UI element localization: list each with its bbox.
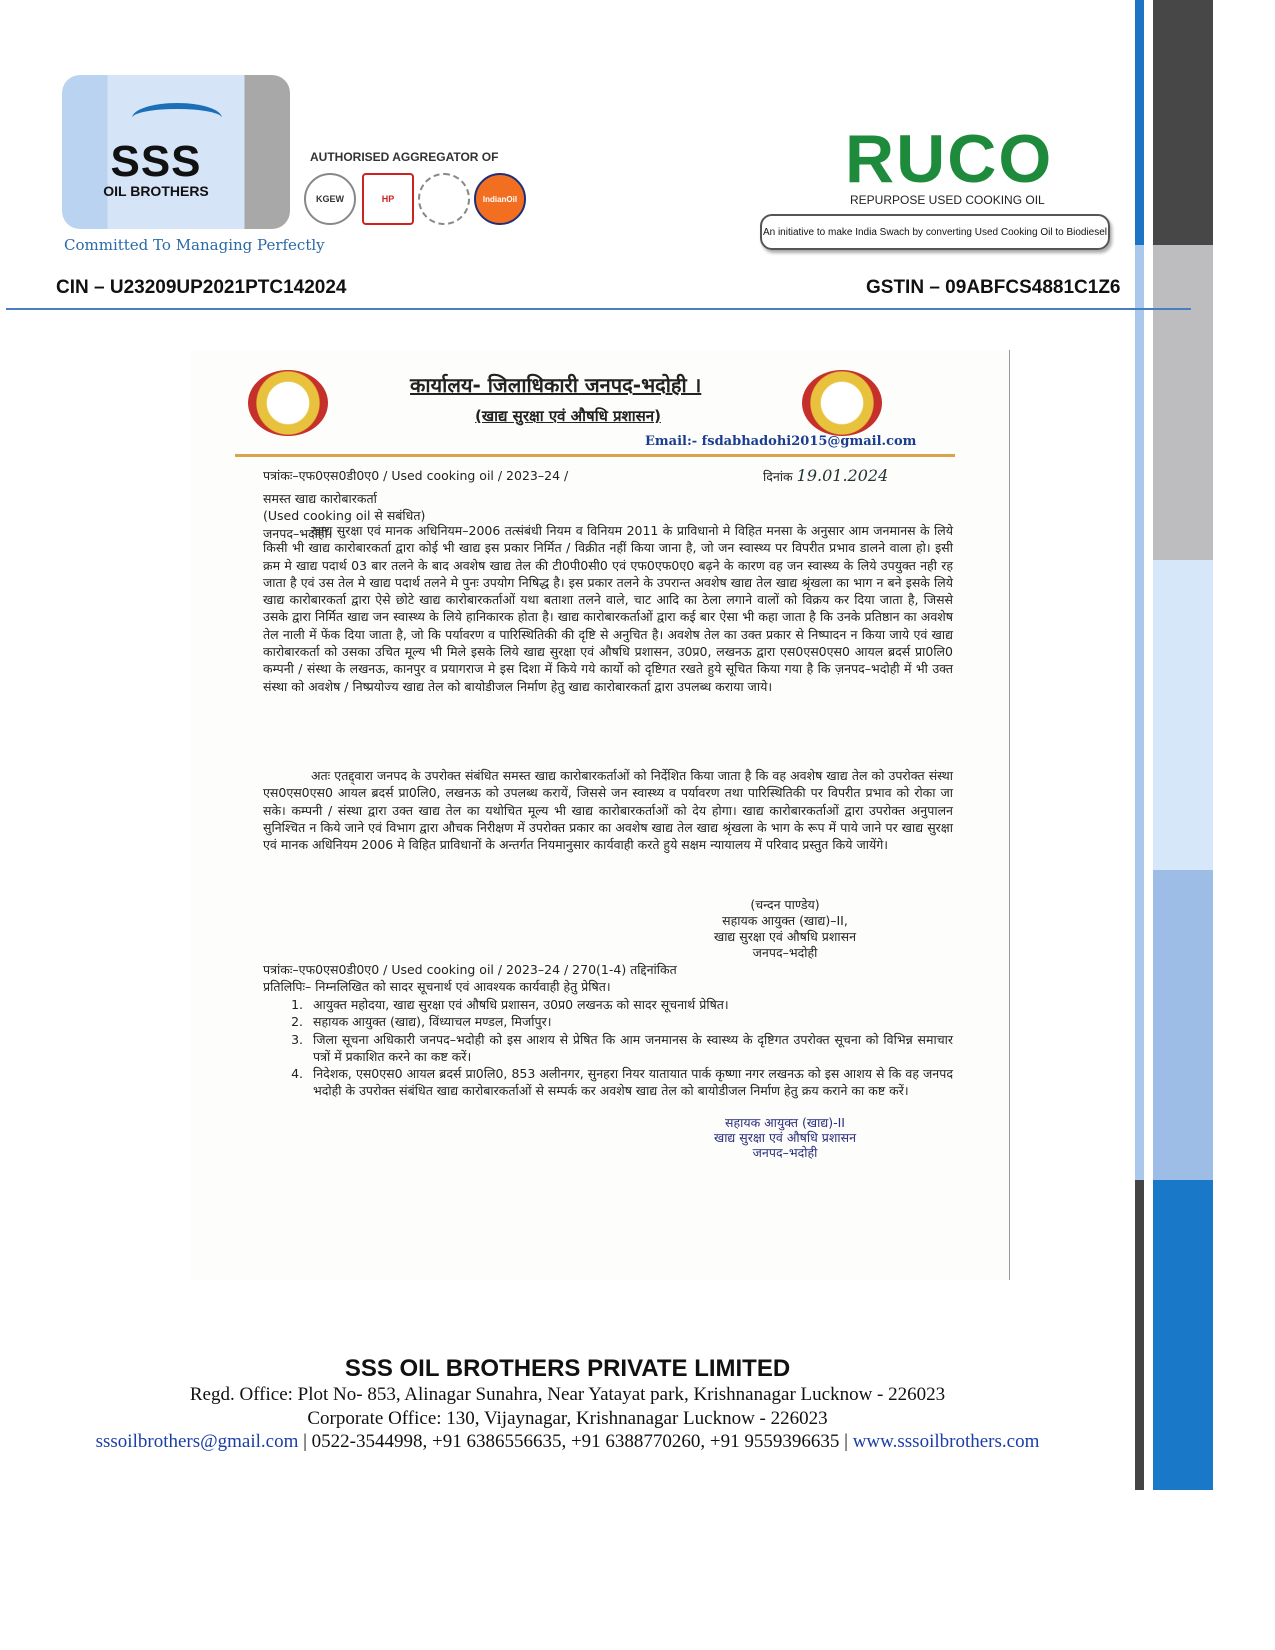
decor-stripe — [1135, 0, 1144, 245]
date-label: दिनांक — [763, 469, 793, 484]
stamp-line: सहायक आयुक्त (खाद्य)-II — [725, 1115, 845, 1130]
logo-subtext: OIL BROTHERS — [103, 183, 209, 199]
decor-stripe — [1135, 1180, 1144, 1490]
signatory-name: (चन्दन पाण्डेय) — [750, 897, 820, 912]
gstin-number: GSTIN – 09ABFCS4881C1Z6 — [866, 277, 1121, 298]
addressee-line: जनपद–भदोही। — [263, 525, 333, 541]
logo-text: SSS — [110, 137, 202, 186]
department-title: (खाद्य सुरक्षा एवं औषधि प्रशासन) — [475, 407, 661, 425]
list-item — [263, 1031, 953, 1066]
fssai-seal-icon — [248, 370, 328, 436]
decor-stripe — [1153, 0, 1213, 245]
company-logo — [62, 75, 290, 229]
reference-number: पत्रांकः–एफ0एस0डी0ए0 / Used cooking oil / 2023–24 / — [263, 468, 569, 483]
registered-address: Regd. Office: Plot No- 853, Alinagar Sunahra, Near Yatayat park, Krishnanagar Lucknow - 226023 — [189, 1384, 946, 1405]
tagline: Committed To Managing Perfectly — [64, 236, 325, 254]
item-text: सहायक आयुक्त (खाद्य), विंध्याचल मण्डल, मिर्जापुर। — [313, 1014, 552, 1030]
signatory-district: जनपद–भदोही — [752, 945, 818, 960]
decor-stripe — [1153, 1180, 1213, 1490]
item-text: जिला सूचना अधिकारी जनपद–भदोही को इस आशय से प्रेषित कि आम जनमानस के स्वास्थ्य के दृष्टिगत उपरोक्त सूचना को विभिन्न समाचार पत्रों में प्रकाशित करने का कष्ट करें। — [313, 1031, 953, 1064]
kgew-badge: KGEW — [304, 173, 356, 225]
signatory-dept: खाद्य सुरक्षा एवं औषधि प्रशासन — [713, 929, 857, 944]
ruco-subtitle: REPURPOSE USED COOKING OIL — [850, 193, 1045, 207]
cin-number: CIN – U23209UP2021PTC142024 — [56, 277, 347, 298]
corporate-address: Corporate Office: 130, Vijaynagar, Krishnanagar Lucknow - 226023 — [307, 1408, 828, 1429]
item-number: 2. — [291, 1014, 303, 1030]
body-paragraph: अतः एतद्द्वारा जनपद के उपरोक्त संबंधित समस्त खाद्य कारोबारकर्ताओं को निर्देशित किया जाता है कि वह अवशेष खाद्य तेल को उपरोक्त संस्था एस0एस0एस0 आयल ब्रदर्स प्रा0लि0, लखनऊ को उपलब्ध करायें, जिससे जन स्वास्थ्य व पर्यावरण तथा पारिस्थितिकी पर विपरीत प्रभाव को रोका जा सके। कम्पनी / संस्था द्वारा उक्त खाद्य तेल का यथोचित मूल्य भी खाद्य कारोबारकर्ताओं को देय होगा। खाद्य कारोबारकर्ताओं द्वारा उपरोक्त अनुपालन सुनिश्चित न किये जाने एवं विभाग द्वारा औचक निरीक्षण में उपरोक्त प्रकार का अवशेष खाद्य तेल खाद्य श्रृंखला के भाग के रूप में पाये जाने पर खाद्य सुरक्षा एवं मानक अधिनियम 2006 मे विहित प्राविधानों के अन्तर्गत नियमानुसार कार्यवाही करते हुये सक्षम न्यायालय में परिवाद प्रस्तुत किये जायेंगे। — [263, 768, 953, 853]
footer-company: SSS OIL BROTHERS PRIVATE LIMITED — [344, 1355, 791, 1382]
decor-stripe — [1153, 870, 1213, 1180]
hp-badge: HP — [362, 173, 414, 225]
official-stamp — [670, 1115, 900, 1160]
item-number: 3. — [291, 1031, 303, 1047]
letter-date — [763, 467, 888, 485]
fssai-seal-icon — [802, 370, 882, 436]
decor-stripe — [1135, 245, 1144, 1180]
list-item — [263, 1065, 953, 1100]
copy-reference: पत्रांकः–एफ0एस0डी0ए0 / Used cooking oil / 2023–24 / 270(1-4) तद्दिनांकित — [263, 962, 677, 977]
signatory-title: सहायक आयुक्त (खाद्य)–II, — [722, 913, 848, 928]
scanned-letter — [190, 350, 1010, 1280]
date-value: 19.01.2024 — [796, 466, 889, 485]
signature-block — [670, 897, 900, 961]
gear-emblem-icon — [418, 173, 470, 225]
ruco-initiative: An initiative to make India Swach by converting Used Cooking Oil to Biodiesel — [760, 214, 1110, 250]
addressee-line: समस्त खाद्य कारोबारकर्ता — [263, 491, 377, 506]
letter-rule — [235, 454, 955, 457]
wave-icon — [132, 103, 222, 133]
website-link[interactable]: www.sssoilbrothers.com — [852, 1431, 1040, 1452]
office-email: Email:- fsdabhadohi2015@gmail.com — [645, 434, 917, 449]
decor-stripe — [1153, 560, 1213, 870]
copy-list — [263, 979, 953, 1100]
aggregator-label: AUTHORISED AGGREGATOR OF — [310, 150, 499, 164]
phone-numbers: | 0522-3544998, +91 6386556635, +91 6388770260, +91 9559396635 | — [298, 1431, 853, 1452]
addressee-line: (Used cooking oil से सबंधित) — [263, 508, 426, 524]
email-link[interactable]: sssoilbrothers@gmail.com — [95, 1431, 299, 1452]
stamp-line: जनपद–भदोही — [752, 1145, 818, 1160]
item-text: आयुक्त महोदया, खाद्य सुरक्षा एवं औषधि प्रशासन, उ0प्र0 लखनऊ को सादर सूचनार्थ प्रेषित। — [313, 997, 729, 1012]
list-item — [263, 1013, 953, 1030]
office-title: कार्यालय- जिलाधिकारी जनपद-भदोही । — [410, 373, 702, 397]
indianoil-badge: IndianOil — [474, 173, 526, 225]
body-paragraph: खाद्य सुरक्षा एवं मानक अधिनियम–2006 तत्संबंधी नियम व विनियम 2011 के प्राविधानो मे विहित मनसा के अनुसार आम जनमानस के लिये किसी भी खाद्य कारोबारकर्ता द्वारा कोई भी खाद्य इस प्रकार निर्मित / विक्रीत नहीं किया जाना है, जो जन स्वास्थ्य पर विपरीत प्रभाव डालने वाला हो। इसी क्रम मे खाद्य पदार्थ 03 बार तलने के बाद अवशेष खाद्य तेल की टी0पी0सी0 एवं एफ0एफ0ए0 बढ़ने के कारण वह जन स्वास्थ्य के लिये उपयुक्त नही रह जाता है एवं उस तेल मे खाद्य पदार्थ तलने मे पुनः उपयोग निषिद्ध है। इस प्रकार तलने के उपरान्त अवशेष खाद्य तेल खाद्य श्रृंखला का भाग न बने इसके लिये खाद्य कारोबारकर्ता द्वारा ऐसे छोटे खाद्य कारोबारकर्ताओं यथा बताशा तलने वाले, चाट आदि का ठेला लगाने वालों को विक्रय कर दिया जाता है, जिससे उसके द्वारा निर्मित खाद्य जन स्वास्थ्य के लिये हानिकारक होता है। खाद्य कारोबारकर्ताओं द्वारा कई बार ऐसा भी कहा जाता है कि उनके प्रतिष्ठान का अवशेष तेल नाली में फेंक दिया जाता है, जो कि पर्यावरण व पारिस्थितिकी की दृष्टि से अनुचित है। अवशेष तेल का उक्त प्रकार से निष्पादन न किया जाये एवं खाद्य कारोबारकर्ता को उसका उचित मूल्य भी मिले इसके लिये खाद्य सुरक्षा एवं औषधि प्रशासन, उ0प्र0, लखनऊ द्वारा एस0एस0एस0 आयल ब्रदर्स प्रा0लि0 कम्पनी / संस्था के लखनऊ, कानपुर व प्रयागराज मे इस दिशा में किये गये कार्यो को दृष्टिगत रखते हुये सूचित किया गया है कि ज़नपद–भदोही में भी उक्त संस्था को अवशेष / निष्प्रयोज्य खाद्य तेल को बायोडीजल निर्माण हेतु खाद्य कारोबारकर्ता द्वारा उपलब्ध कराया जाये। — [263, 523, 953, 694]
decor-stripe — [1153, 245, 1213, 560]
contact-line — [0, 1431, 1135, 1453]
item-text: निदेशक, एस0एस0 आयल ब्रदर्स प्रा0लि0, 853 अलीनगर, सुनहरा नियर यातायात पार्क कृष्णा नगर लखनऊ को इस आशय से कि वह जनपद भदोही के उपरोक्त संबंधित खाद्य कारोबारकर्ताओं से सम्पर्क कर अवशेष खाद्य तेल को बायोडीजल निर्माण हेतु क्रय कराने का कष्ट करें। — [313, 1066, 953, 1099]
header-divider — [6, 308, 1191, 310]
ruco-logo: RUCO — [845, 121, 1054, 197]
list-item — [263, 996, 953, 1013]
item-number: 1. — [291, 997, 303, 1012]
stamp-line: खाद्य सुरक्षा एवं औषधि प्रशासन — [713, 1130, 857, 1145]
item-number: 4. — [291, 1066, 303, 1082]
copy-intro: प्रतिलिपिः– निम्नलिखित को सादर सूचनार्थ एवं आवश्यक कार्यवाही हेतु प्रेषित। — [263, 979, 611, 994]
